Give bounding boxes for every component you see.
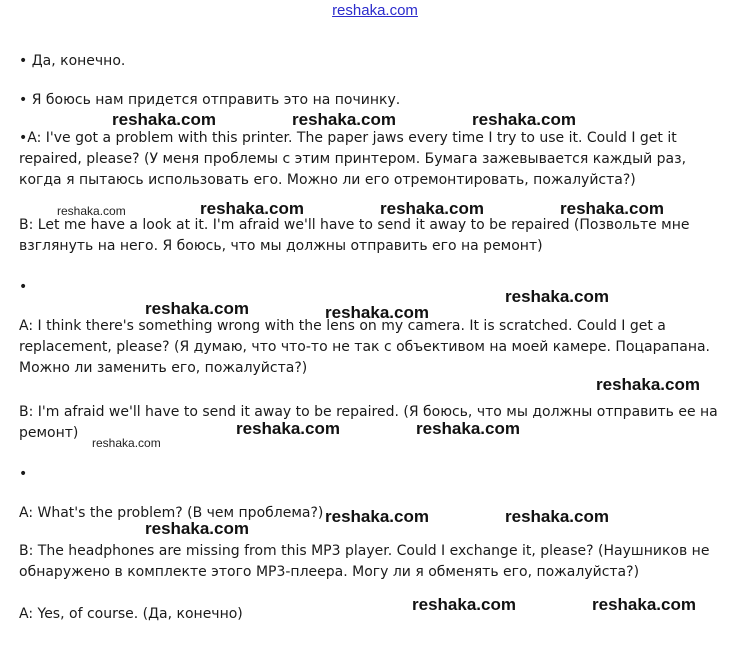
watermark: reshaka.com: [412, 595, 516, 614]
watermark: reshaka.com: [596, 375, 700, 394]
watermark-top[interactable]: reshaka.com: [332, 2, 418, 19]
paragraph-10: B: The headphones are missing from this MP3 player. Could I exchange it, please? (Наушников не обнаружено в комплекте этого MP3-плеера. Могу ли я обменять его, пожалуйста?): [19, 543, 710, 580]
paragraph-11: A: Yes, of course. (Да, конечно): [19, 606, 243, 622]
watermark: reshaka.com: [416, 419, 520, 438]
paragraph-7: B: I'm afraid we'll have to send it away to be repaired. (Я боюсь, что мы должны отправить ее на ремонт): [19, 404, 718, 441]
paragraph-3: •A: I've got a problem with this printer. The paper jaws every time I try to use it. Could I get it repaired, please? (У меня проблемы с этим принтером. Бумага зажевывается каждый раз, когда я пытаюсь использовать его. Можно ли его отремонтировать, пожалуйста?): [19, 130, 687, 188]
paragraph-5: •: [19, 279, 28, 295]
watermark: reshaka.com: [57, 204, 126, 218]
watermark: reshaka.com: [200, 199, 304, 218]
paragraph-6: A: I think there's something wrong with the lens on my camera. It is scratched. Could I get a replacement, please? (Я думаю, что что-то не так с объективом на моей камере. Поцарапана. Можно ли заменить его, пожалуйста?): [19, 318, 710, 376]
paragraph-2: • Я боюсь нам придется отправить это на починку.: [19, 92, 401, 108]
watermark: reshaka.com: [505, 287, 609, 306]
watermark: reshaka.com: [145, 519, 249, 538]
watermark: reshaka.com: [325, 303, 429, 322]
watermark: reshaka.com: [325, 507, 429, 526]
watermark: reshaka.com: [112, 110, 216, 129]
watermark: reshaka.com: [380, 199, 484, 218]
paragraph-4: B: Let me have a look at it. I'm afraid we'll have to send it away to be repaired (Позвольте мне взглянуть на него. Я боюсь, что мы должны отправить его на ремонт): [19, 217, 690, 254]
watermark: reshaka.com: [92, 436, 161, 450]
paragraph-1: • Да, конечно.: [19, 53, 126, 69]
watermark: reshaka.com: [236, 419, 340, 438]
paragraph-8: •: [19, 466, 28, 482]
paragraph-9: A: What's the problem? (В чем проблема?): [19, 505, 324, 521]
watermark: reshaka.com: [145, 299, 249, 318]
watermark: reshaka.com: [592, 595, 696, 614]
watermark: reshaka.com: [560, 199, 664, 218]
watermark: reshaka.com: [292, 110, 396, 129]
watermark: reshaka.com: [472, 110, 576, 129]
watermark: reshaka.com: [505, 507, 609, 526]
